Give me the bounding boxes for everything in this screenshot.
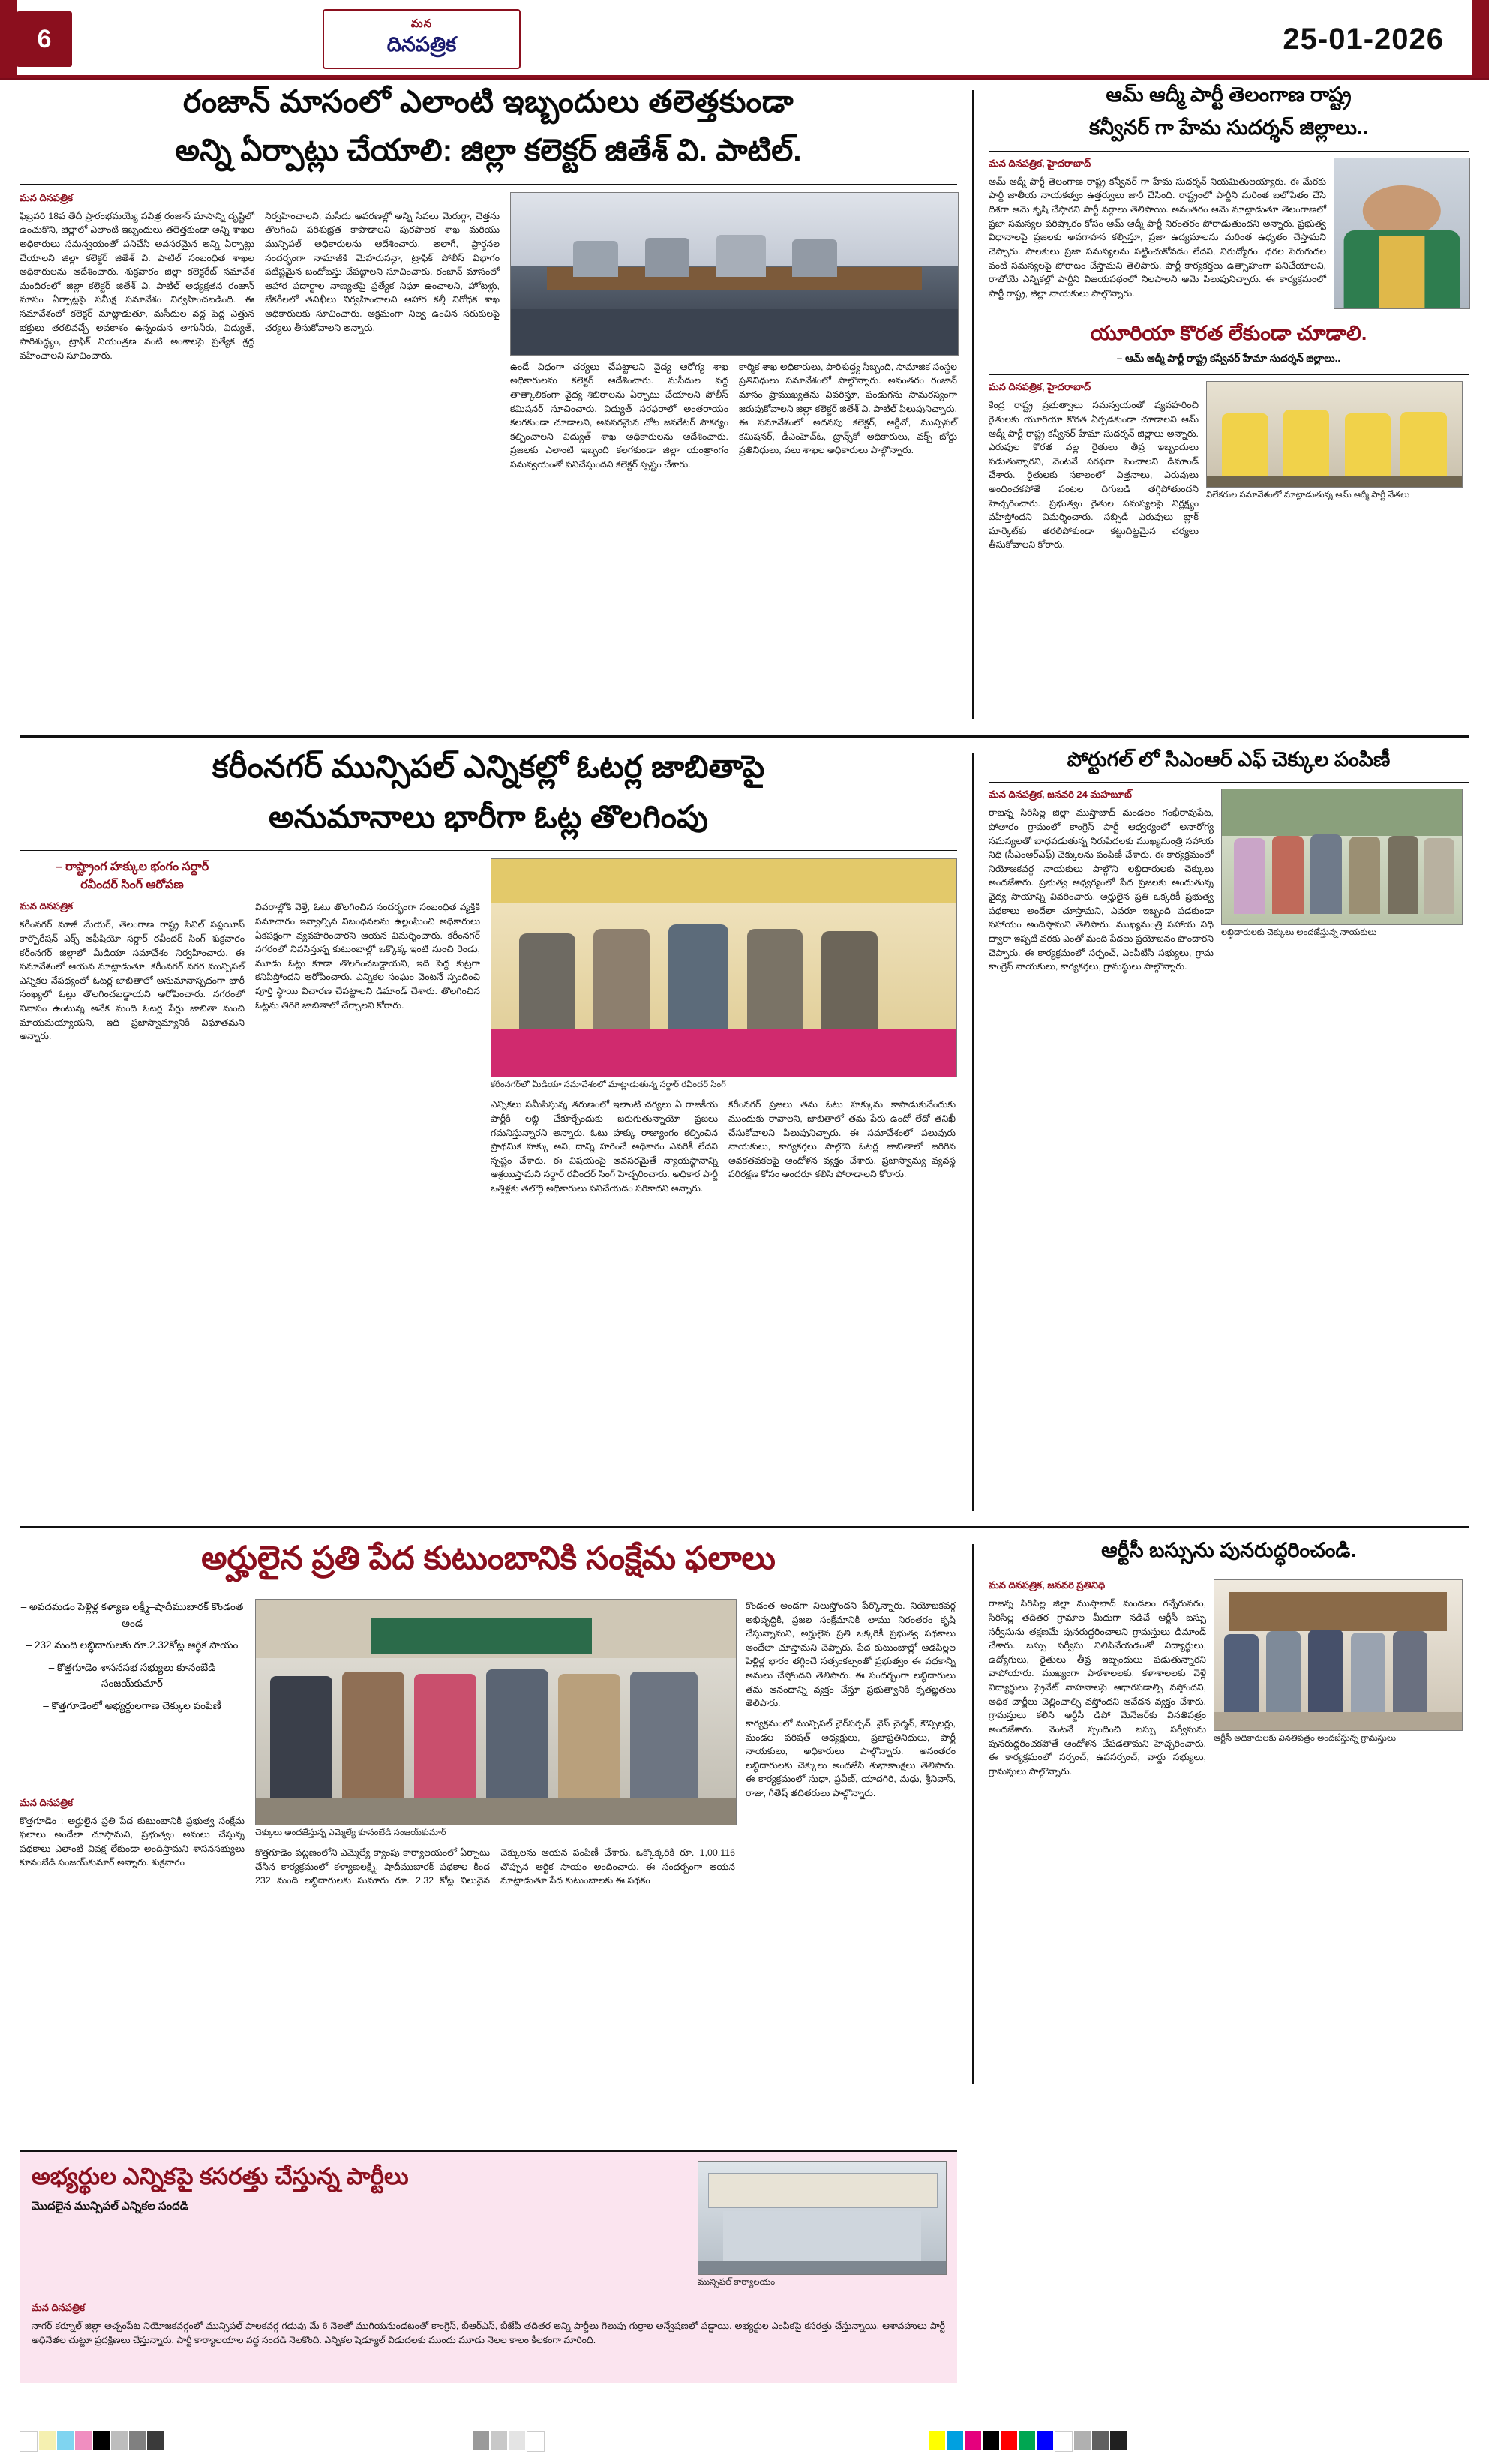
rule-portugal [989, 782, 1469, 783]
parties-body: నాగర్ కర్నూల్ జిల్లా అచ్చంపేట నియోజకవర్గంలో మున్సిపల్ పాలకవర్గ గడువు మే 6 నెలతో ముగియనుండటంతో కాంగ్రెస్, బీఆర్ఎస్, బీజేపీ తదితర అన్ని పార్టీలు గెలుపు గుర్రాల అన్వేషణలో పడ్డాయి. అభ్యర్థుల ఎంపికపై కసరత్తు చేస్తున్నాయి. ఆశావహులు పార్టీ అధినేతల చుట్టూ ప్రదక్షిణలు చేస్తున్నారు. పార్టీ కార్యాలయాల వద్ద సందడి నెలకొంది. ఎన్నికల షెడ్యూల్ విడుదలకు ముందు మూడు నెలల కాలం కీలకంగా మారింది. [32, 2321, 945, 2345]
logo-line-1: మన [410, 17, 433, 30]
karimnagar-kicker-2: రవీందర్ సింగ్ ఆరోపణ [80, 879, 184, 892]
rtc-headline: ఆర్టీసీ బస్సును పునరుద్ధరించండి. [1101, 1539, 1356, 1561]
swatch-gray-dark [147, 2431, 164, 2450]
lead-para-2: నిర్వహించాలని, మసీదు ఆవరణల్లో అన్ని సేవలు మెరుగ్గా, చెత్తను తొలగించి పరిశుభ్రత కాపాడాలని పురపాలక శాఖ మరియు మున్సిపల్ అధికారులను ఆదేశించారు. అలాగే, ప్రార్థనల సందర్భంగా నామాజీకి మెహరుసన్గా, ట్రాఫిక్ పోలీస్ విభాగం పటిష్టమైన బందోబస్తు చేపట్టాలని సూచించారు. రంజాన్ మాసంలో ఆహార పదార్థాల నాణ్యతపై ప్రత్యేక నిఘా ఉంచాలని, హోటళ్లు, బేకరీలలో తనిఖీలు నిర్వహించాలని ఆహార కల్తీ నిరోధక శాఖ అధికారులకు సూచించారు. అక్రమంగా నిల్వ ఉంచిన సరుకులపై చర్యలు తీసుకోవాలని అన్నారు. [265, 210, 500, 333]
swatch-process-cyan [947, 2431, 963, 2450]
colorbar-group-mid [473, 2431, 545, 2450]
welfare-photo-caption: చెక్కులు అందజేస్తున్న ఎమ్మెల్యే కూనంబేడి సంజయ్‌కుమార్ [255, 1828, 446, 1838]
rule-aap [989, 151, 1469, 152]
portugal-body: రాజన్న సిరిసిల్ల జిల్లా ముస్తాబాద్ మండలం గంభీరావుపేట, పోతారం గ్రామంలో కాంగ్రెస్ పార్టీ ఆధ్వర్యంలో అనారోగ్య సమస్యలతో బాధపడుతున్న నిరుపేదలకు ముఖ్యమంత్రి సహాయ నిధి (సీఎంఆర్ఎఫ్) చెక్కులను పంపిణీ చేశారు. ఈ కార్యక్రమంలో నియోజకవర్గ నాయకులు పాల్గొని లబ్ధిదారులకు చెక్కులు అందజేశారు. ప్రభుత్వ ఆధ్వర్యంలో పేద ప్రజలకు అందుతున్న వైద్య సాయాన్ని వివరించారు. అర్హులైన ప్రతి ఒక్కరికీ ప్రభుత్వ పథకాలు అందేలా చూస్తామని, ఎవరూ ఇబ్బంది పడకుండా సహాయం అందిస్తామని తెలిపారు. ముఖ్యమంత్రి సహాయ నిధి ద్వారా ఇప్పటి వరకు ఎంతో మంది పేదలు ప్రయోజనం పొందారని చెప్పారు. ఈ కార్యక్రమంలో సర్పంచ్, ఎంపీటీసీ సభ్యులు, గ్రామ కాంగ్రెస్ నాయకులు, కార్యకర్తలు, గ్రామస్థులు పాల్గొన్నారు. [989, 807, 1214, 972]
swatch-gray-light [111, 2431, 128, 2450]
karimnagar-headline-1: కరీంనగర్ మున్సిపల్ ఎన్నికల్లో ఓటర్ల జాబితాపై [212, 749, 765, 784]
welfare-bullet-4: – కొత్తగూడెంలో అభ్యర్థులగాణ చెక్కుల పంపిణీ [43, 1700, 221, 1712]
portugal-photo-caption: లబ్ధిదారులకు చెక్కులు అందజేస్తున్న నాయకులు [1221, 928, 1377, 938]
swatch-white-2 [1055, 2431, 1073, 2452]
logo-line-2: దినపత్రిక [386, 32, 457, 56]
swatch-magenta [75, 2431, 92, 2450]
lead-para-3: ఉండే విధంగా చర్యలు చేపట్టాలని వైద్య ఆరోగ్య శాఖ అధికారులను కలెక్టర్ ఆదేశించారు. మసీదుల వద్ద తాత్కాలికంగా వైద్య శిబిరాలను ఏర్పాటు చేయాలని పోలీస్ కమిషనర్ సూచించారు. విద్యుత్ సరఫరాలో అంతరాయం కలగకుండా చూడాలని, అవసరమైన చోట జనరేటర్ సౌకర్యం కల్పించాలని విద్యుత్ శాఖ అధికారులను ఆదేశించారు. ప్రజలకు ఎలాంటి ఇబ్బంది కలగకుండా జిల్లా యంత్రాంగం సమన్వయంతో పనిచేస్తుందని కలెక్టర్ స్పష్టం చేశారు. [510, 361, 728, 470]
lead-photo [510, 192, 959, 356]
rtc-byline: మన దినపత్రిక, జనవరి ప్రతినిధి [989, 1579, 1106, 1591]
parties-headline: అభ్యర్థుల ఎన్నికపై కసరత్తు చేస్తున్న పార్టీలు [32, 2163, 409, 2189]
swatch-blue [1037, 2431, 1053, 2450]
portugal-photo [1221, 789, 1463, 925]
welfare-para-1: కొత్తగూడెం : అర్హులైన ప్రతి పేద కుటుంబానికి ప్రభుత్వ సంక్షేమ ఫలాలు అందేలా చూస్తామని, ప్రభుత్వం అమలు చేస్తున్న పథకాలు ఎలాంటి వివక్ష లేకుండా అందిస్తామని శాసనసభ్యులు కూనంబేడి సంజయ్‌కుమార్ అన్నారు. శుక్రవారం [20, 1815, 245, 1868]
section-lead [0, 81, 1489, 726]
section-rule-2 [20, 1526, 1469, 1528]
masthead [0, 0, 1489, 80]
portugal-byline: మన దినపత్రిక, జనవరి 24 మహబూబ్ [989, 789, 1132, 801]
swatch-yellow [929, 2431, 945, 2450]
aap-leader-photo [1334, 158, 1470, 309]
karimnagar-photo [491, 858, 957, 1077]
karimnagar-byline: మన దినపత్రిక [20, 900, 73, 912]
aap-presser-photo [1206, 381, 1463, 488]
portugal-headline: పోర్టుగల్ లో సిఎంఆర్ ఎఫ్ చెక్కుల పంపిణీ [1067, 748, 1391, 771]
municipal-office-caption: మున్సిపల్ కార్యాలయం [698, 2278, 776, 2287]
welfare-para-3: కొత్తగూడెం పట్టణంలోని ఎమ్మెల్యే క్యాంపు కార్యాలయంలో ఏర్పాటు చేసిన కార్యక్రమంలో కళ్యాణలక్ష్మీ, షాదీముబారక్ పథకాల కింద 232 మంది లబ్ధిదారులకు సుమారు రూ. 2.32 కోట్ల విలువైన చెక్కులను ఆయన పంపిణీ చేశారు. ఒక్కొక్కరికి రూ. 1,00,116 చొప్పున ఆర్థిక సాయం అందించారు. ఈ సందర్భంగా ఆయన మాట్లాడుతూ పేద కుటుంబాలకు ఈ పథకం [255, 1847, 735, 1886]
swatch-gray-mid [129, 2431, 146, 2450]
column-divider-1 [972, 90, 974, 719]
karimnagar-article [20, 746, 957, 1350]
section-welfare [0, 1537, 1489, 2137]
lead-byline: మన దినపత్రిక [20, 191, 73, 203]
aap-article [989, 81, 1469, 552]
aap-headline-2: కన్వీనర్ గా హేమ సుదర్శన్ జిల్లాలు.. [1089, 116, 1368, 140]
swatch-green [1019, 2431, 1035, 2450]
welfare-byline: మన దినపత్రిక [20, 1796, 73, 1808]
rtc-photo [1214, 1579, 1463, 1731]
karimnagar-para-3: ఎన్నికలు సమీపిస్తున్న తరుణంలో ఇలాంటి చర్యలు ఏ రాజకీయ పార్టీకి లబ్ధి చేకూర్చేందుకు జరుగుతున్నాయో ప్రజలు గమనిస్తున్నారని అన్నారు. ఓటు హక్కు రాజ్యాంగం కల్పించిన ప్రాథమిక హక్కు అని, దాన్ని హరించే అధికారం ఎవరికీ లేదని స్పష్టం చేశారు. ఈ విషయంపై అవసరమైతే న్యాయస్థానాన్ని ఆశ్రయిస్తామని సర్దార్ రవీందర్ సింగ్ హెచ్చరించారు. అధికార పార్టీ ఒత్తిళ్లకు తలొగ్గి అధికారులు పనిచేయడం సరికాదని అన్నారు. [491, 1099, 718, 1194]
urea-byline: మన దినపత్రిక, హైదరాబాద్ [989, 381, 1091, 393]
page-number-badge: 6 [17, 11, 72, 67]
rule-karimnagar [20, 850, 957, 851]
parties-byline: మన దినపత్రిక [32, 2302, 85, 2313]
swatch-red [1001, 2431, 1017, 2450]
rtc-article [989, 1537, 1469, 1778]
lead-headline-2: అన్ని ఏర్పాట్లు చేయాలి: జిల్లా కలెక్టర్ జితేశ్ వి. పాటిల్. [175, 133, 802, 168]
rule-lead [20, 184, 957, 185]
swatch-process-magenta [965, 2431, 981, 2450]
parties-sub: మొదలైన మున్సిపల్ ఎన్నికల సందడి [32, 2199, 188, 2213]
swatch-mid-4 [527, 2431, 545, 2452]
parties-box [20, 2150, 957, 2383]
karimnagar-para-1: కరీంనగర్ మాజీ మేయర్, తెలంగాణ రాష్ట్ర సివిల్ సప్లయీస్ కార్పొరేషన్ ఎక్స్ ఆఫీషియో సర్దార్ రవీందర్ సింగ్ శుక్రవారం కరీంనగర్ జిల్లాలో మీడియా సమావేశం నిర్వహించారు. ఈ సమావేశంలో ఆయన మాట్లాడుతూ, కరీంనగర్ నగర మున్సిపల్ ఎన్నికల నేపథ్యంలో ఓటర్ల జాబితాలో అనుమానాస్పదంగా భారీ సంఖ్యలో ఓట్లు తొలగించబడ్డాయని ఆరోపించారు. నగరంలో నివాసం ఉంటున్న అనేక మంది ఓటర్ల పేర్లు జాబితా నుంచి మాయమయ్యాయని, ఇది ప్రజాస్వామ్యానికి విఘాతమని అన్నారు. [20, 919, 245, 1042]
lead-headline-1: రంజాన్ మాసంలో ఎలాంటి ఇబ్బందులు తలెత్తకుండా [182, 84, 794, 119]
welfare-para-2: కొండంత అండగా నిలుస్తోందని పేర్కొన్నారు. నియోజకవర్గ అభివృద్ధికి, ప్రజల సంక్షేమానికి తాము నిరంతరం కృషి చేస్తున్నామని, అర్హులైన ప్రతి ఒక్కరికీ ప్రభుత్వ పథకాలు అందేలా చూస్తామని చెప్పారు. పేద కుటుంబాల్లో ఆడపిల్లల పెళ్లిళ్ల భారం తగ్గించే సత్సంకల్పంతో ప్రభుత్వం ఈ పథకాన్ని అమలు చేస్తోందని తెలిపారు. ఈ సందర్భంగా లబ్ధిదారులు తమ ఆనందాన్ని వ్యక్తం చేస్తూ ప్రభుత్వానికి కృతజ్ఞతలు తెలిపారు. [746, 1600, 956, 1709]
welfare-bullet-3: – కొత్తగూడెం శాసనసభ సభ్యులు కూనంబేడి సంజయ్‌కుమార్ [48, 1661, 216, 1690]
swatch-gray-4 [1110, 2431, 1127, 2450]
swatch-pale-yellow [39, 2431, 56, 2450]
karimnagar-para-2: వివరాల్లోకి వెళ్తే, ఓటు తొలగించిన సందర్భంగా సంబంధిత వ్యక్తికి సమాచారం ఇవ్వాల్సిన నిబంధనలను ఉల్లంఘించి అధికారులు ఏకపక్షంగా వ్యవహరించారని ఆయన విమర్శించారు. కరీంనగర్ నగరంలో నివసిస్తున్న కుటుంబాల్లో ఒక్కొక్క ఇంటి నుంచి రెండు, మూడు ఓట్లు కూడా తొలగించబడ్డాయని, ఇది పెద్ద కుట్రగా కనిపిస్తోందని ఆరోపించారు. ఎన్నికల సంఘం వెంటనే స్పందించి పూర్తి స్థాయి విచారణ చేపట్టాలని డిమాండ్ చేశారు. తొలగించిన ఓట్లను తిరిగి జాబితాలో చేర్చాలని కోరారు. [255, 902, 480, 1011]
rule-urea [989, 374, 1469, 375]
masthead-corner-right [1472, 0, 1489, 76]
column-divider-2 [972, 753, 974, 1511]
welfare-article [20, 1537, 957, 1891]
swatch-mid-1 [473, 2431, 489, 2450]
section-rule-1 [20, 735, 1469, 738]
urea-body: కేంద్ర రాష్ట్ర ప్రభుత్వాలు సమన్వయంతో వ్యవహరించి రైతులకు యూరియా కొరత ఏర్పడకుండా చూడాలని ఆమ్ ఆద్మీ పార్టీ రాష్ట్ర కన్వీనర్ హేమా సుదర్శన్ జిల్లాలు అన్నారు. ఎరువుల కొరత వల్ల రైతులు తీవ్ర ఇబ్బందులు పడుతున్నారని, వెంటనే సరఫరా పెంచాలని డిమాండ్ చేశారు. రైతులకు సకాలంలో విత్తనాలు, ఎరువులు అందించకపోతే పంటల దిగుబడి తగ్గిపోతుందని హెచ్చరించారు. ప్రభుత్వం రైతుల సమస్యలపై నిర్లక్ష్యం వహిస్తోందని విమర్శించారు. సబ్సిడీ ఎరువులు బ్లాక్ మార్కెట్‌కు తరలిపోకుండా కట్టుదిట్టమైన చర్యలు తీసుకోవాలని కోరారు. [989, 400, 1199, 551]
welfare-photo [255, 1599, 737, 1825]
urea-subbyline: – ఆమ్ ఆద్మీ పార్టీ రాష్ట్ర కన్వీనర్ హేమా సుదర్శన్ జిల్లాలు.. [1116, 353, 1341, 365]
newspaper-logo [323, 9, 521, 69]
aap-byline: మన దినపత్రిక, హైదరాబాద్ [989, 157, 1091, 169]
edition-date: 25-01-2026 [1283, 23, 1444, 56]
swatch-white [20, 2431, 38, 2452]
masthead-corner-left [0, 0, 17, 76]
welfare-bullet-1: – అవదమడం పెళ్లిళ్ల కళ్యాణ లక్ష్మీ–షాదీముబారక్ కొండంత అండ [20, 1601, 244, 1629]
masthead-rule [0, 75, 1489, 78]
rtc-body: రాజన్న సిరిసిల్ల జిల్లా ముస్తాబాద్ మండలం గన్నేరువరం, సిరిసిల్ల తదితర గ్రామాల మీదుగా నడిచే ఆర్టీసీ బస్సు సర్వీసును తక్షణమే పునరుద్ధరించాలని గ్రామస్తులు డిమాండ్ చేశారు. బస్సు సర్వీసు నిలిపివేయడంతో విద్యార్థులు, ఉద్యోగులు, రైతులు తీవ్ర ఇబ్బందులు పడుతున్నారని వాపోయారు. ముఖ్యంగా పాఠశాలలకు, కళాశాలలకు వెళ్లే విద్యార్థులు ప్రైవేట్ వాహనాలపై ఆధారపడాల్సి వస్తోందని, అధిక చార్జీలు చెల్లించాల్సి వస్తోందని ఆవేదన వ్యక్తం చేశారు. గ్రామస్తులు కలిసి ఆర్టీసీ డిపో మేనేజర్‌కు వినతిపత్రం అందజేశారు. వెంటనే స్పందించి బస్సు సర్వీసును పునరుద్ధరించకపోతే ఆందోళన చేపడతామని హెచ్చరించారు. ఈ కార్యక్రమంలో సర్పంచ్, ఉపసర్పంచ్, వార్డు సభ్యులు, గ్రామస్తులు పాల్గొన్నారు. [989, 1598, 1206, 1777]
karimnagar-headline-2: అనుమానాలు భారీగా ఓట్ల తొలగింపు [269, 798, 708, 834]
rtc-photo-caption: ఆర్టీసీ అధికారులకు వినతిపత్రం అందజేస్తున్న గ్రామస్తులు [1214, 1734, 1396, 1744]
swatch-cyan [57, 2431, 74, 2450]
municipal-office-photo [698, 2161, 947, 2275]
lead-para-4: కార్మిక శాఖ అధికారులు, పారిశుద్ధ్య సిబ్బంది, సామాజిక సంస్థల ప్రతినిధులు సమావేశంలో పాల్గొన్నారు. అనంతరం రంజాన్ మాసం ప్రాముఖ్యతను వివరిస్తూ, పండుగను సామరస్యంగా జరుపుకోవాలని జిల్లా కలెక్టర్ జితేశ్ వి. పాటిల్ పిలుపునిచ్చారు. ఈ సమావేశంలో అదనపు కలెక్టర్, ఆర్డీవో, మున్సిపల్ కమిషనర్, డీఎంహెచ్ఓ, ట్రాన్స్‌కో అధికారులు, వక్ఫ్ బోర్డు ప్రతినిధులు, పలు శాఖల అధికారులు పాల్గొన్నారు. [739, 361, 957, 456]
karimnagar-photo-caption: కరీంనగర్‌లో మీడియా సమావేశంలో మాట్లాడుతున్న సర్దార్ రవీందర్ సింగ్ [491, 1080, 726, 1090]
swatch-mid-3 [509, 2431, 525, 2450]
lead-article [20, 81, 957, 675]
swatch-process-black [983, 2431, 999, 2450]
swatch-gray-3 [1092, 2431, 1109, 2450]
karimnagar-kicker-1: – రాష్ట్రాంగ హక్కుల భంగం సర్దార్ [55, 861, 209, 874]
swatch-mid-2 [491, 2431, 507, 2450]
colorbar-group-right [929, 2431, 1127, 2450]
colorbar-group-left [20, 2431, 164, 2450]
swatch-black [93, 2431, 110, 2450]
welfare-para-4: కార్యక్రమంలో మున్సిపల్ చైర్‌పర్సన్, వైస్ చైర్మన్, కౌన్సిలర్లు, మండల పరిషత్ అధ్యక్షులు, ప్రజాప్రతినిధులు, పార్టీ నాయకులు, అధికారులు పాల్గొన్నారు. అనంతరం లబ్ధిదారులకు చెక్కులు అందజేసి శుభాకాంక్షలు తెలిపారు. ఈ కార్యక్రమంలో సుధా, ప్రవీణ్, యాదగిరి, మధు, శ్రీనివాస్, రాజు, గీతేష్ తదితరులు పాల్గొన్నారు. [746, 1717, 956, 1798]
welfare-bullet-2: – 232 మంది లబ్ధిదారులకు రూ.2.32కోట్ల ఆర్థిక సాయం [26, 1639, 239, 1651]
swatch-gray-2 [1074, 2431, 1091, 2450]
print-registration-bar [20, 2431, 1469, 2450]
section-karimnagar [0, 746, 1489, 1519]
urea-headline: యూరియా కొరత లేకుండా చూడాలి. [1090, 321, 1367, 344]
welfare-headline: అర్హులైన ప్రతి పేద కుటుంబానికి సంక్షేమ ఫలాలు [201, 1540, 776, 1576]
column-divider-3 [972, 1544, 974, 2084]
aap-presser-caption: విలేకరుల సమావేశంలో మాట్లాడుతున్న ఆమ్ ఆద్మీ పార్టీ నేతలు [1206, 491, 1410, 500]
portugal-article [989, 746, 1469, 974]
karimnagar-para-4: కరీంనగర్ ప్రజలు తమ ఓటు హక్కును కాపాడుకునేందుకు ముందుకు రావాలని, జాబితాలో తమ పేరు ఉందో లేదో తనిఖీ చేసుకోవాలని పిలుపునిచ్చారు. ఈ సమావేశంలో పలువురు నాయకులు, కార్యకర్తలు పాల్గొని ఓటర్ల జాబితాలో జరిగిన అవకతవకలపై ఆందోళన వ్యక్తం చేశారు. ప్రజాస్వామ్య వ్యవస్థ పరిరక్షణ కోసం అందరూ కలిసి పోరాడాలని కోరారు. [728, 1099, 956, 1180]
lead-para-1: ఫిబ్రవరి 18వ తేదీ ప్రారంభమయ్యే పవిత్ర రంజాన్ మాసాన్ని దృష్టిలో ఉంచుకొని, జిల్లాలో ఎలాంటి ఇబ్బందులు తలెత్తకుండా అన్ని శాఖల అధికారులు సమన్వయంతో పనిచేసి అవసరమైన అన్ని ఏర్పాట్లు చేయాలని జిల్లా కలెక్టర్ జితేశ్ వి. పాటిల్ సంబంధిత శాఖల అధికారులను ఆదేశించారు. శుక్రవారం జిల్లా కలెక్టరేట్ సమావేశ మందిరంలో జిల్లా కలెక్టర్ జితేశ్ వి. పాటిల్ అధ్యక్షతన రంజాన్ మాసం ఏర్పాట్లపై సమీక్ష సమావేశం నిర్వహించబడింది. ఈ సమావేశంలో కలెక్టర్ మాట్లాడుతూ, మసీదుల వద్ద పెద్ద ఎత్తున భక్తులు తరలివచ్చే అవకాశం ఉన్నందున తాగునీరు, విద్యుత్, పారిశుద్ధ్యం, ట్రాఫిక్ నియంత్రణ వంటి అంశాలపై ప్రత్యేక శ్రద్ధ వహించాలని సూచించారు. [20, 210, 254, 361]
aap-headline-1: ఆమ్ ఆద్మీ పార్టీ తెలంగాణ రాష్ట్ర [1106, 83, 1352, 106]
aap-body: ఆమ్ ఆద్మీ పార్టీ తెలంగాణ రాష్ట్ర కన్వీనర్ గా హేమ సుదర్శన్ నియమితులయ్యారు. ఈ మేరకు పార్టీ జాతీయ నాయకత్వం ఉత్తర్వులు జారీ చేసింది. రాష్ట్రంలో పార్టీని మరింత బలోపేతం చేసే దిశగా ఆమె కృషి చేస్తారని పార్టీ వర్గాలు తెలిపాయి. అనంతరం ఆమె మాట్లాడుతూ తెలంగాణలో ప్రజా సమస్యల పరిష్కారం కోసం ఆమ్ ఆద్మీ పార్టీ నిరంతరం పోరాడుతుందని అన్నారు. ప్రభుత్వ విధానాలపై ప్రజలకు అవగాహన కల్పిస్తూ, ప్రజా ఉద్యమాలను మరింత ఉధృతం చేస్తామని చెప్పారు. పాలకులు ప్రజా సమస్యలను పట్టించుకోవడం లేదని, నిరుద్యోగం, ధరల పెరుగుదల వంటి సమస్యలపై పోరాటం చేస్తామని తెలిపారు. పార్టీ కార్యకర్తలు ఉత్సాహంగా పనిచేయాలని, రాబోయే ఎన్నికల్లో పార్టీని విజయపథంలో నిలపాలని ఆమె పిలుపునిచ్చారు. ఈ కార్యక్రమంలో పార్టీ రాష్ట్ర, జిల్లా నాయకులు పాల్గొన్నారు. [989, 176, 1326, 299]
